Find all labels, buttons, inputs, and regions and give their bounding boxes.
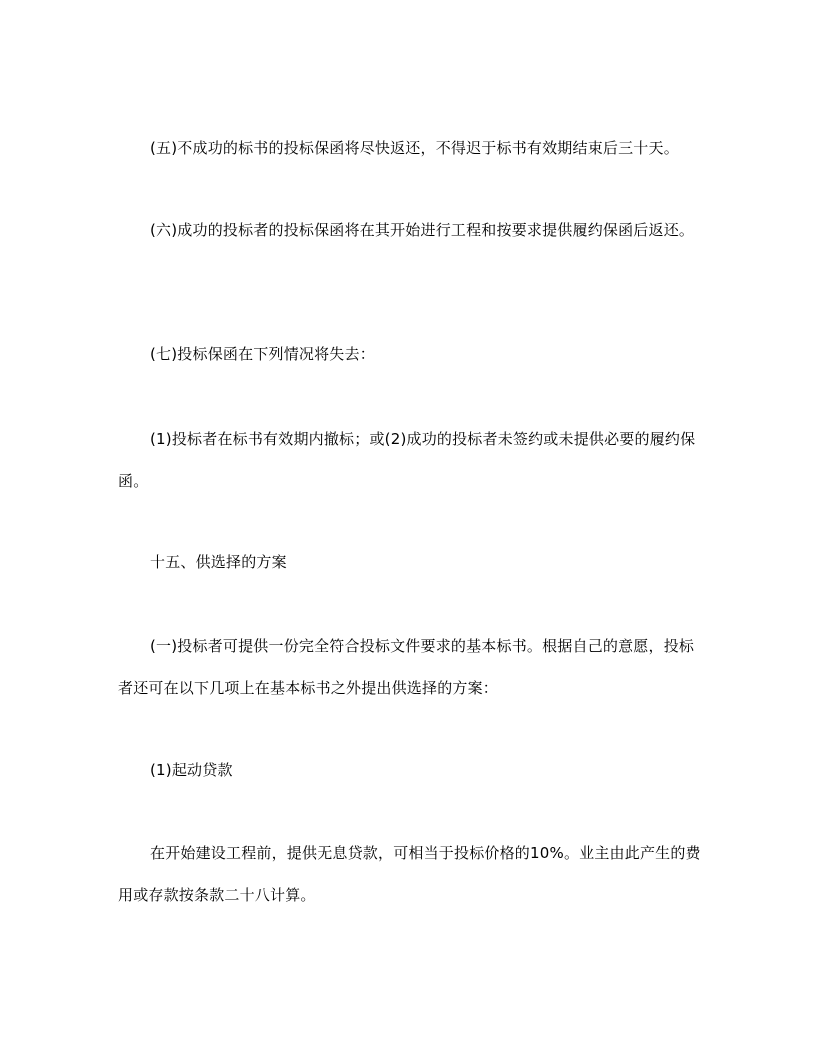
paragraph-bid-bond-return-successful: (六)成功的投标者的投标保函将在其开始进行工程和按要求提供履约保函后返还。 xyxy=(150,221,695,239)
subheading-startup-loan: (1)起动贷款 xyxy=(150,761,233,779)
paragraph-forfeiture-conditions: (1)投标者在标书有效期内撤标；或(2)成功的投标者未签约或未提供必要的履约保函。 xyxy=(118,430,696,490)
section-heading-alternatives: 十五、供选择的方案 xyxy=(150,553,287,571)
paragraph-alternative-bids: (一)投标者可提供一份完全符合投标文件要求的基本标书。根据自己的意愿，投标者还可在以下几项上在基本标书之外提出供选择的方案： xyxy=(118,637,695,697)
paragraph-bid-bond-forfeiture: (七)投标保函在下列情况将失去： xyxy=(150,345,375,363)
paragraph-bid-bond-return-unsuccessful: (五)不成功的标书的投标保函将尽快返还，不得迟于标书有效期结束后三十天。 xyxy=(150,139,679,157)
paragraph-startup-loan-terms: 在开始建设工程前，提供无息贷款，可相当于投标价格的10%。业主由此产生的费用或存款按条款二十八计算。 xyxy=(118,844,701,904)
